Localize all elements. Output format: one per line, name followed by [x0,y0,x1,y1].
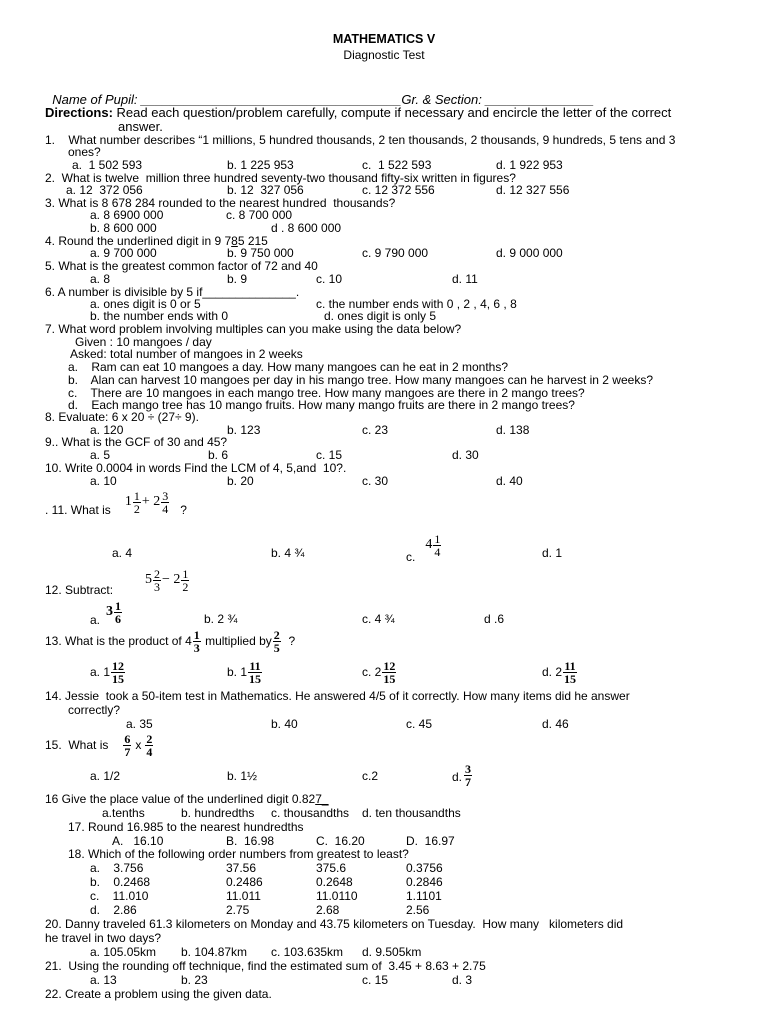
question-10: 10. Write 0.0004 in words Find the LCM of 4, 5,and 10?. [45,461,347,475]
q2-option-c[interactable]: c. 12 372 556 [362,183,435,197]
q15-option-d[interactable]: d. 3 7 [452,761,472,789]
question-9: 9.. What is the GCF of 30 and 45? [45,435,228,449]
q18-option-a[interactable]: a. 3.756 [90,861,144,875]
page-subtitle: Diagnostic Test [343,48,425,62]
q7-option-c[interactable]: c. There are 10 mangoes in each mango tree. How many mangoes are there in 2 mango trees? [68,386,585,400]
q18-value: 2.56 [406,903,430,917]
q15-option-b[interactable]: b. 1½ [227,769,258,783]
q9-option-c[interactable]: c. 15 [316,448,343,462]
q6-option-d[interactable]: d. ones digit is only 5 [324,309,437,323]
q18-option-b[interactable]: b. 0.2468 [90,875,151,889]
question-17: 17. Round 16.985 to the nearest hundredths [68,820,304,834]
q8-option-a[interactable]: a. 120 [90,423,124,437]
question-18: 18. Which of the following order numbers from greatest to least? [68,847,409,861]
q10-option-d[interactable]: d. 40 [496,474,523,488]
q8-option-b[interactable]: b. 123 [227,423,261,437]
q7-given: Given : 10 mangoes / day [75,335,212,349]
q10-option-c[interactable]: c. 30 [362,474,389,488]
question-6: 6. A number is divisible by 5 if______________. [45,285,300,299]
name-label: Name of Pupil: [52,92,138,107]
question-12: 12. Subtract: [45,583,114,597]
q2-option-b[interactable]: b. 12 327 056 [227,183,304,197]
name-field[interactable]: ____________________________________ [141,92,402,107]
q12-option-a[interactable]: a. 3 1 6 [90,598,122,627]
q2-option-a[interactable]: a. 12 372 056 [66,183,143,197]
q18-option-c[interactable]: c. 11.010 [90,889,149,903]
q18-value: 0.2846 [406,875,443,889]
q9-option-a[interactable]: a. 5 [90,448,111,462]
q9-option-d[interactable]: d. 30 [452,448,479,462]
q12-option-c[interactable]: c. 4 ¾ [362,612,395,626]
question-22: 22. Create a problem using the given data. [45,987,272,1001]
q18-option-d[interactable]: d. 2.86 [90,903,137,917]
q11-option-b[interactable]: b. 4 ¾ [271,546,305,560]
q10-option-a[interactable]: a. 10 [90,474,117,488]
q16-option-b[interactable]: b. hundredths [181,806,255,820]
q21-option-a[interactable]: a. 13 [90,973,117,987]
question-1-cont: ones? [68,145,101,159]
q11-option-c[interactable]: c. 4 1 4 [406,531,441,564]
q14-option-a[interactable]: a. 35 [126,717,153,731]
q14-option-d[interactable]: d. 46 [542,717,569,731]
q18-value: 11.0110 [316,889,358,903]
q20-option-b[interactable]: b. 104.87km [181,945,248,959]
question-3: 3. What is 8 678 284 rounded to the nearest hundred thousands? [45,196,396,210]
q1-option-c[interactable]: c. 1 522 593 [362,158,432,172]
q18-value: 11.011 [226,889,261,903]
q12-option-b[interactable]: b. 2 ¾ [204,612,238,626]
q18-value: 0.2486 [226,875,263,889]
q12-expression: 5 2 3 − 2 1 2 [145,566,189,594]
q5-option-c[interactable]: c. 10 [316,272,343,286]
q5-option-a[interactable]: a. 8 [90,272,111,286]
q1-option-d[interactable]: d. 1 922 953 [496,158,563,172]
question-1: 1. What number describes “1 millions, 5 hundred thousands, 2 ten thousands, 2 thousands, 9 hundreds, 5 tens and 3 [45,133,676,147]
q10-option-b[interactable]: b. 20 [227,474,254,488]
question-8: 8. Evaluate: 6 x 20 ÷ (27÷ 9). [45,410,199,424]
question-13: 13. What is the product of 4 1 3 multiplied by 2 5 ? [45,627,296,655]
q3-option-c[interactable]: c. 8 700 000 [226,208,293,222]
question-16: 16 Give the place value of the underlined digit 0.827_ [45,792,329,806]
q12-option-d[interactable]: d .6 [484,612,505,626]
q3-option-b[interactable]: b. 8 600 000 [90,221,157,235]
section-field[interactable]: _______________ [485,92,594,107]
q17-option-a[interactable]: A. 16.10 [112,834,164,848]
question-20-cont: he travel in two days? [45,931,162,945]
question-7: 7. What word problem involving multiples can you make using the data below? [45,322,462,336]
q1-option-a[interactable]: a. 1 502 593 [72,158,143,172]
q18-value: 0.3756 [406,861,443,875]
page-title: MATHEMATICS V [332,32,436,46]
q13-option-d[interactable]: d. 2 11 15 [542,658,577,686]
q4-option-b[interactable]: b. 9 750 000 [227,246,294,260]
question-15: 15. What is 6 7 x 2 4 [45,731,153,759]
q15-option-c[interactable]: c.2 [362,769,379,783]
q7-asked: Asked: total number of mangoes in 2 weeks [70,347,303,361]
question-5: 5. What is the greatest common factor of 72 and 40 [45,259,318,273]
q18-value: 1.1101 [406,889,442,903]
q18-value: 37.56 [226,861,257,875]
q18-value: 375.6 [316,861,347,875]
q6-option-c[interactable]: c. the number ends with 0 , 2 , 4, 6 , 8 [316,297,517,311]
q17-option-c[interactable]: C. 16.20 [316,834,365,848]
q4-option-a[interactable]: a. 9 700 000 [90,246,157,260]
q6-option-b[interactable]: b. the number ends with 0 [90,309,229,323]
q7-option-b[interactable]: b. Alan can harvest 10 mangoes per day in his mango tree. How many mangoes can he harvest in 2 weeks? [68,373,653,387]
q13-option-b[interactable]: b. 1 11 15 [227,658,262,686]
q21-option-b[interactable]: b. 23 [181,973,208,987]
question-14-cont: correctly? [68,703,121,717]
directions [45,106,671,120]
q17-option-d[interactable]: D. 16.97 [406,834,455,848]
q16-option-a[interactable]: a.tenths [102,806,145,820]
q4-option-d[interactable]: d. 9 000 000 [496,246,563,260]
question-14: 14. Jessie took a 50-item test in Mathematics. He answered 4/5 of it correctly. How many items did he answer [45,689,630,703]
q17-option-b[interactable]: B. 16.98 [226,834,275,848]
underlined-digit: 7_ [315,792,329,806]
question-21: 21. Using the rounding off technique, find the estimated sum of 3.45 + 8.63 + 2.75 [45,959,486,973]
q21-option-c[interactable]: c. 15 [362,973,389,987]
q13-option-c[interactable]: c. 2 12 15 [362,658,396,686]
q5-option-b[interactable]: b. 9 [227,272,248,286]
q18-value: 2.75 [226,903,250,917]
pupil-info-line [45,79,594,107]
q11-option-a[interactable]: a. 4 [112,546,133,560]
question-2: 2. What is twelve million three hundred seventy-two thousand fifty-six written in figures? [45,171,516,185]
q1-option-b[interactable]: b. 1 225 953 [227,158,294,172]
q14-option-b[interactable]: b. 40 [271,717,298,731]
q13-option-a[interactable]: a. 1 12 15 [90,658,125,686]
q21-option-d[interactable]: d. 3 [452,973,473,987]
q16-option-c[interactable]: c. thousandths [271,806,350,820]
q7-option-a[interactable]: a. Ram can eat 10 mangoes a day. How many mangoes can he eat in 2 months? [68,360,509,374]
question-20: 20. Danny traveled 61.3 kilometers on Monday and 43.75 kilometers on Tuesday. How many kilometers did [45,917,624,931]
q7-option-d[interactable]: d. Each mango tree has 10 mango fruits. How many mango fruits are there in 2 mango trees? [68,398,575,412]
directions-text: Read each question/problem carefully, compute if necessary and encircle the letter of the correct [112,105,672,120]
q9-option-b[interactable]: b. 6 [208,448,229,462]
q8-option-c[interactable]: c. 23 [362,423,389,437]
directions-label: Directions: [45,105,113,120]
q6-option-a[interactable]: a. ones digit is 0 or 5 [90,297,201,311]
q15-option-a[interactable]: a. 1/2 [90,769,121,783]
q16-option-d[interactable]: d. ten thousandths [362,806,461,820]
q18-value: 0.2648 [316,875,353,889]
underlined-digit: 8 [231,234,238,248]
q4-option-c[interactable]: c. 9 790 000 [362,246,429,260]
q3-option-d[interactable]: d . 8 600 000 [271,221,342,235]
q11-option-d[interactable]: d. 1 [542,546,563,560]
section-label: Gr. & Section: [401,92,482,107]
q18-value: 2.68 [316,903,340,917]
q20-option-a[interactable]: a. 105.05km [90,945,157,959]
q14-option-c[interactable]: c. 45 [406,717,433,731]
q20-option-d[interactable]: d. 9.505km [362,945,422,959]
q20-option-c[interactable]: c. 103.635km [271,945,344,959]
q2-option-d[interactable]: d. 12 327 556 [496,183,570,197]
directions-text-2: answer. [118,119,163,134]
question-4: 4. Round the underlined digit in 9 785 215 [45,234,268,248]
q3-option-a[interactable]: a. 8 6900 000 [90,208,164,222]
question-11: . 11. What is 1 1 2 + 2 3 4 ? [45,488,187,517]
q5-option-d[interactable]: d. 11 [452,272,478,286]
q8-option-d[interactable]: d. 138 [496,423,530,437]
